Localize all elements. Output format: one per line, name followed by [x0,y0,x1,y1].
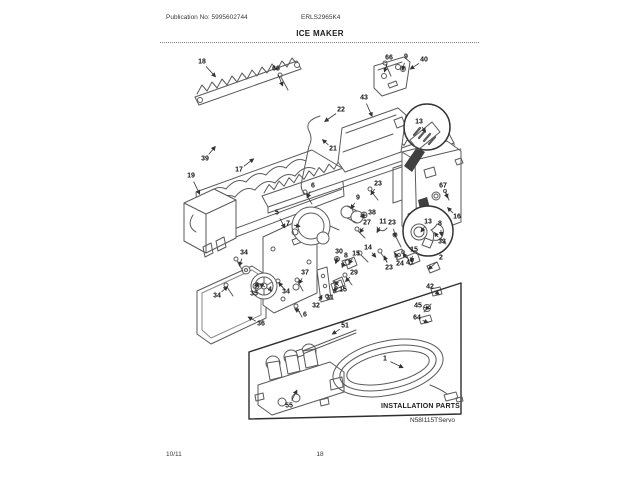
footer-page-number: 18 [316,451,324,458]
part-callout-11: 11 [379,218,387,226]
part-callout-34: 34 [213,292,221,300]
diagram-code: N58I115TServo [410,417,456,424]
part-callout-34: 34 [282,288,290,296]
part-callout-4: 4 [268,286,272,294]
part-callout-9: 9 [356,194,360,202]
page-title: ICE MAKER [296,29,344,38]
part-callout-36: 36 [257,320,265,328]
part-callout-45: 45 [414,302,422,310]
part-callout-23: 23 [388,219,396,227]
part-callout-23: 23 [385,264,393,272]
part-callout-15: 15 [352,250,360,258]
part-callout-32: 32 [312,302,320,310]
part-callout-33: 33 [438,238,446,246]
part-callout-21: 21 [329,145,337,153]
part-callout-19: 19 [187,172,195,180]
part-callout-38: 38 [368,209,376,217]
part-callout-51: 51 [341,322,349,330]
part-callout-34: 34 [240,249,248,257]
part-callout-5: 5 [275,209,279,217]
part-callout-17: 17 [235,166,243,174]
part-callout-15: 15 [410,246,418,254]
part-callout-29: 29 [350,269,358,277]
part-callout-6: 6 [303,311,307,319]
part-callout-14: 14 [364,244,372,252]
part-callout-9: 9 [404,53,408,61]
part-callout-66: 66 [385,54,393,62]
part-callout-40: 40 [420,56,428,64]
part-callout-16: 16 [453,213,461,221]
part-callout-1: 1 [383,355,387,363]
model-number: ERLS2965K4 [301,14,341,21]
part-callout-8: 8 [438,220,442,228]
part-callout-39: 39 [201,155,209,163]
part-callout-24: 24 [396,260,404,268]
part-callout-67: 67 [439,182,447,190]
part-callout-42: 42 [426,283,434,291]
part-callout-8: 8 [344,252,348,260]
installation-parts-label: INSTALLATION PARTS [381,403,461,410]
part-callout-7: 7 [286,220,290,228]
part-callout-41: 41 [406,259,414,267]
part-callout-30: 30 [335,248,343,256]
part-callout-15: 15 [339,286,347,294]
part-callout-43: 43 [360,94,368,102]
part-callout-37: 37 [301,269,309,277]
part-callout-23: 23 [374,180,382,188]
publication-number: Publication No: 5995602744 [166,14,248,21]
footer-date: 10/11 [166,451,182,458]
part-callout-2: 2 [439,254,443,262]
part-callout-35: 35 [250,290,258,298]
part-callout-13: 13 [415,118,423,126]
part-callout-27: 27 [363,219,371,227]
part-callout-6: 6 [311,182,315,190]
part-callout-66: 66 [272,65,280,73]
part-callout-22: 22 [337,106,345,114]
part-callout-13: 13 [424,218,432,226]
part-callout-31: 31 [326,294,334,302]
part-callout-18: 18 [198,58,206,66]
part-callout-55: 55 [285,402,293,410]
part-callout-64: 64 [413,314,421,322]
